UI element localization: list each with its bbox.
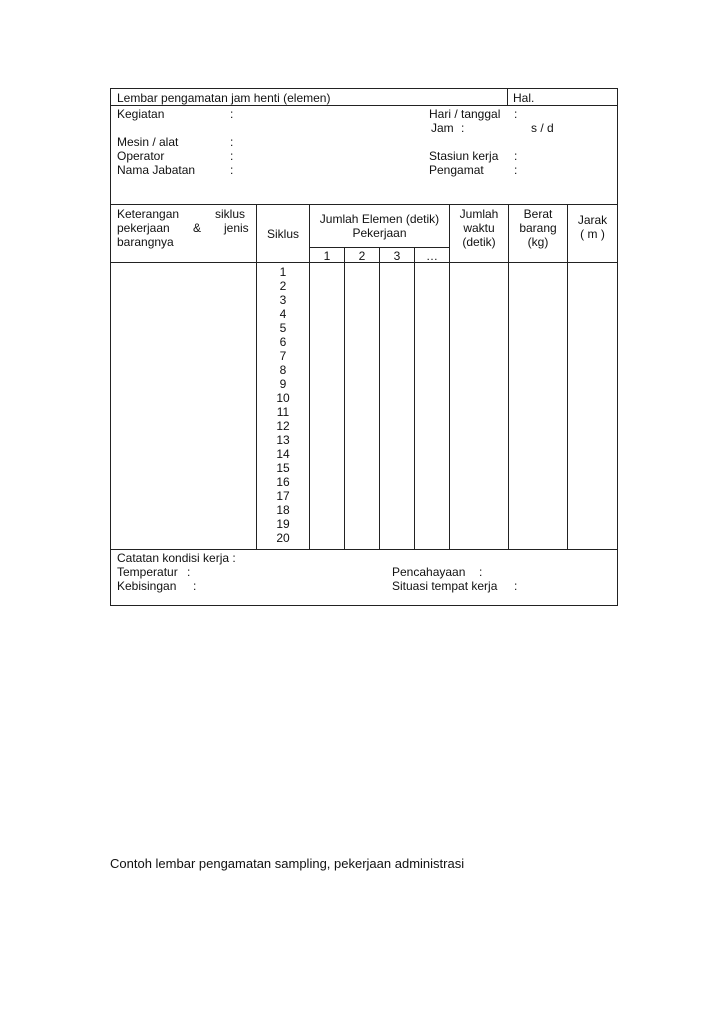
- cycle-number: 16: [276, 475, 290, 489]
- field-jam-label: Jam: [431, 121, 454, 135]
- cycle-number: 7: [279, 349, 287, 363]
- field-jabatan-colon: :: [230, 163, 234, 177]
- cycle-header: Siklus: [266, 227, 299, 241]
- lighting-colon: :: [479, 565, 483, 579]
- notes-title: Catatan kondisi kerja :: [117, 551, 236, 565]
- cycle-number: 18: [276, 503, 290, 517]
- col-line-el3: [414, 247, 415, 549]
- temperature-colon: :: [187, 565, 191, 579]
- weight-header-l3: (kg): [527, 235, 549, 249]
- col-line-el2: [379, 247, 380, 549]
- cycle-number: 17: [276, 489, 290, 503]
- cycle-number: 11: [276, 405, 290, 419]
- cycle-number: 13: [276, 433, 290, 447]
- cycle-number: 2: [279, 279, 287, 293]
- time-header-l3: (detik): [462, 235, 496, 249]
- desc-header-l2-right: jenis: [224, 221, 249, 235]
- field-stasiun-colon: :: [514, 149, 518, 163]
- noise-colon: :: [193, 579, 197, 593]
- workplace-label: Situasi tempat kerja: [392, 579, 498, 593]
- cycle-number: 4: [279, 307, 287, 321]
- field-operator-label: Operator: [117, 149, 165, 163]
- col-line-el1: [344, 247, 345, 549]
- cycle-number: 9: [279, 377, 287, 391]
- table-bottom-line: [111, 549, 617, 550]
- workplace-colon: :: [514, 579, 518, 593]
- weight-header-l2: barang: [519, 221, 557, 235]
- form-title: Lembar pengamatan jam henti (elemen): [117, 91, 331, 105]
- col-line-time: [508, 204, 509, 549]
- col-line-weight: [567, 204, 568, 549]
- field-kegiatan-colon: :: [230, 107, 234, 121]
- desc-header-l3: barangnya: [117, 235, 174, 249]
- desc-header-l2-mid: &: [193, 221, 202, 235]
- distance-header-l2: ( m ): [580, 227, 605, 241]
- distance-header-l1: Jarak: [577, 213, 608, 227]
- field-jam-colon: :: [461, 121, 465, 135]
- element-col-more: …: [426, 249, 438, 263]
- cycle-number: 15: [276, 461, 290, 475]
- title-row-line: [111, 105, 617, 106]
- field-pengamat-label: Pengamat: [429, 163, 484, 177]
- field-jam-suffix: s / d: [531, 121, 554, 135]
- elements-header-l2: Pekerjaan: [352, 226, 407, 240]
- cycle-number: 20: [276, 531, 290, 545]
- col-line-desc: [256, 204, 257, 549]
- caption: Contoh lembar pengamatan sampling, pekerjaan administrasi: [110, 856, 465, 871]
- field-mesin-colon: :: [230, 135, 234, 149]
- title-divider: [507, 89, 508, 105]
- cycle-number: 5: [279, 321, 287, 335]
- field-stasiun-label: Stasiun kerja: [429, 149, 499, 163]
- page-label: Hal.: [513, 91, 535, 105]
- time-header-l2: waktu: [463, 221, 495, 235]
- noise-label: Kebisingan: [117, 579, 177, 593]
- table-top-line: [111, 204, 617, 205]
- col-line-elements: [449, 204, 450, 549]
- weight-header-l1: Berat: [523, 207, 553, 221]
- cycle-number: 14: [276, 447, 290, 461]
- field-tanggal-label: Hari / tanggal: [429, 107, 501, 121]
- field-pengamat-colon: :: [514, 163, 518, 177]
- element-col-1: 1: [323, 249, 331, 263]
- cycle-number: 8: [279, 363, 287, 377]
- element-col-2: 2: [358, 249, 366, 263]
- observation-form: [110, 88, 618, 606]
- field-operator-colon: :: [230, 149, 234, 163]
- cycle-number: 19: [276, 517, 290, 531]
- desc-header-l2-left: pekerjaan: [117, 221, 170, 235]
- field-kegiatan-label: Kegiatan: [117, 107, 165, 121]
- lighting-label: Pencahayaan: [392, 565, 466, 579]
- cycle-number: 12: [276, 419, 290, 433]
- desc-header-l1-left: Keterangan: [117, 207, 180, 221]
- cycle-number: 10: [276, 391, 290, 405]
- temperature-label: Temperatur: [117, 565, 178, 579]
- element-col-3: 3: [393, 249, 401, 263]
- cycle-number: 6: [279, 335, 287, 349]
- field-mesin-label: Mesin / alat: [117, 135, 179, 149]
- field-jabatan-label: Nama Jabatan: [117, 163, 196, 177]
- cycle-number: 3: [279, 293, 287, 307]
- desc-header-l1-right: siklus: [215, 207, 246, 221]
- time-header-l1: Jumlah: [459, 207, 499, 221]
- elements-header-l1: Jumlah Elemen (detik): [319, 212, 440, 226]
- cycle-number: 1: [279, 265, 287, 279]
- field-tanggal-colon: :: [514, 107, 518, 121]
